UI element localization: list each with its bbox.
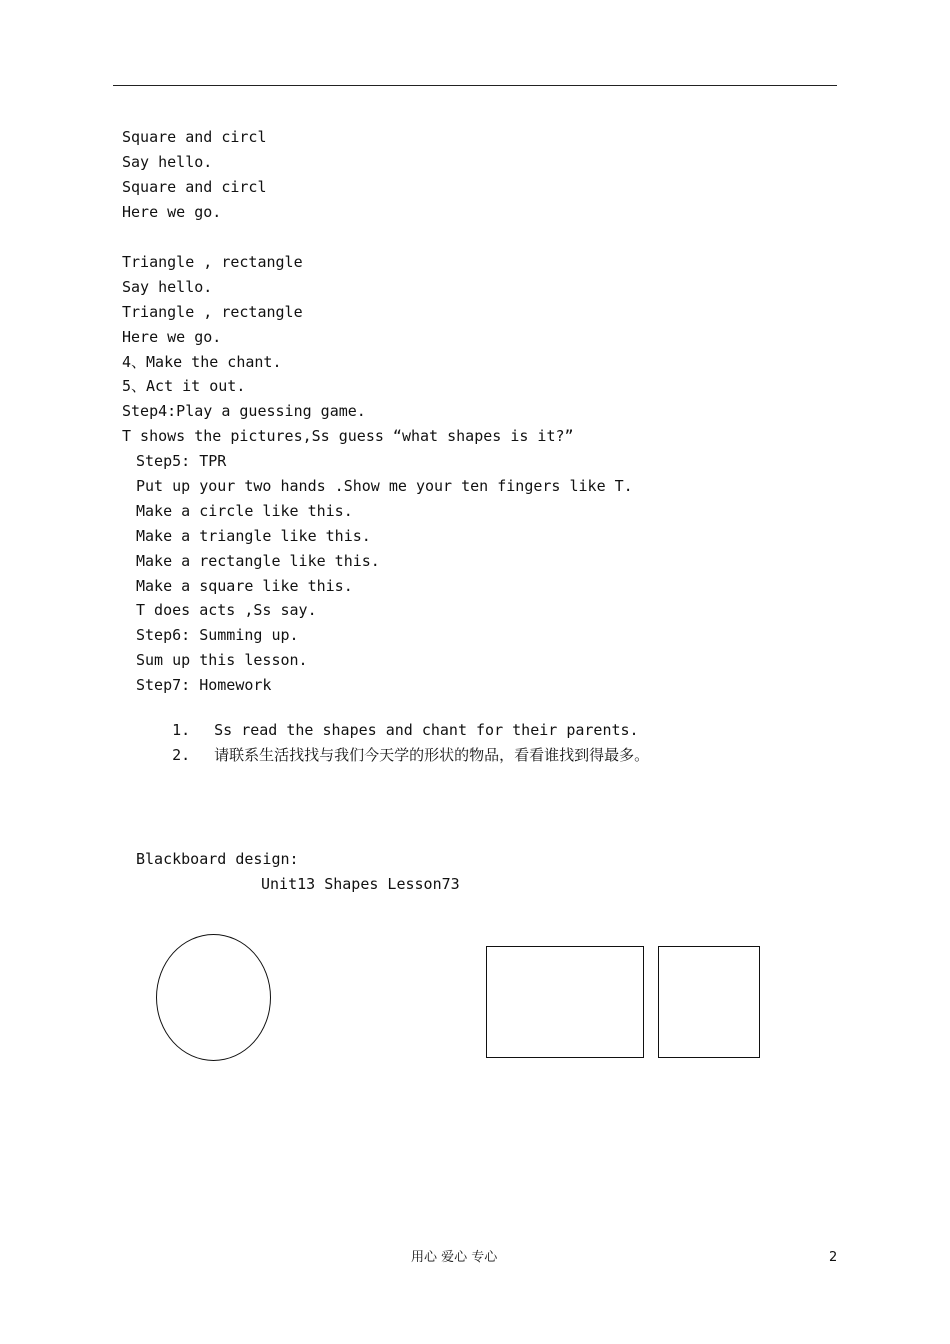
rectangle-shape bbox=[486, 946, 644, 1058]
step4-title: Step4:Play a guessing game. bbox=[122, 402, 366, 420]
footer-motto: 用心 爱心 专心 bbox=[411, 1250, 498, 1265]
step7-title: Step7: Homework bbox=[136, 676, 272, 694]
step5-instruction: Make a triangle like this. bbox=[136, 527, 371, 545]
step5-title: Step5: TPR bbox=[136, 452, 227, 470]
square-shape bbox=[658, 946, 760, 1058]
step5-instruction: Put up your two hands .Show me your ten fingers like T. bbox=[136, 477, 633, 495]
step5-instruction: Make a rectangle like this. bbox=[136, 552, 380, 570]
chant-line: Here we go. bbox=[122, 328, 222, 346]
chant-line: Square and circl bbox=[122, 128, 267, 146]
homework-item bbox=[136, 725, 649, 785]
step6-title: Step6: Summing up. bbox=[136, 626, 299, 644]
circle-shape bbox=[156, 934, 271, 1061]
page-number: 2 bbox=[829, 1250, 838, 1265]
chant-line: Here we go. bbox=[122, 203, 222, 221]
homework-text: 请联系生活找找与我们今天学的形状的物品，看看谁找到得最多。 bbox=[214, 746, 650, 764]
chant-line: Triangle , rectangle bbox=[122, 253, 303, 271]
step6-description: Sum up this lesson. bbox=[136, 651, 308, 669]
homework-number: 2. bbox=[172, 746, 191, 764]
blackboard-title: Unit13 Shapes Lesson73 bbox=[261, 875, 460, 893]
chant-line: Triangle , rectangle bbox=[122, 303, 303, 321]
blackboard-label: Blackboard design: bbox=[136, 850, 299, 868]
make-chant-item: 4、Make the chant. bbox=[122, 353, 282, 371]
chant-line: Say hello. bbox=[122, 153, 213, 171]
step5-instruction: T does acts ,Ss say. bbox=[136, 601, 317, 619]
step4-description: T shows the pictures,Ss guess “what shapes is it?” bbox=[122, 427, 574, 445]
chant-line: Say hello. bbox=[122, 278, 213, 296]
act-out-item: 5、Act it out. bbox=[122, 377, 246, 395]
step5-instruction: Make a circle like this. bbox=[136, 502, 353, 520]
chant-line: Square and circl bbox=[122, 178, 267, 196]
homework-number: 1. bbox=[172, 721, 191, 739]
step5-instruction: Make a square like this. bbox=[136, 577, 353, 595]
header-rule bbox=[113, 85, 837, 86]
homework-text: Ss read the shapes and chant for their parents. bbox=[214, 721, 639, 739]
